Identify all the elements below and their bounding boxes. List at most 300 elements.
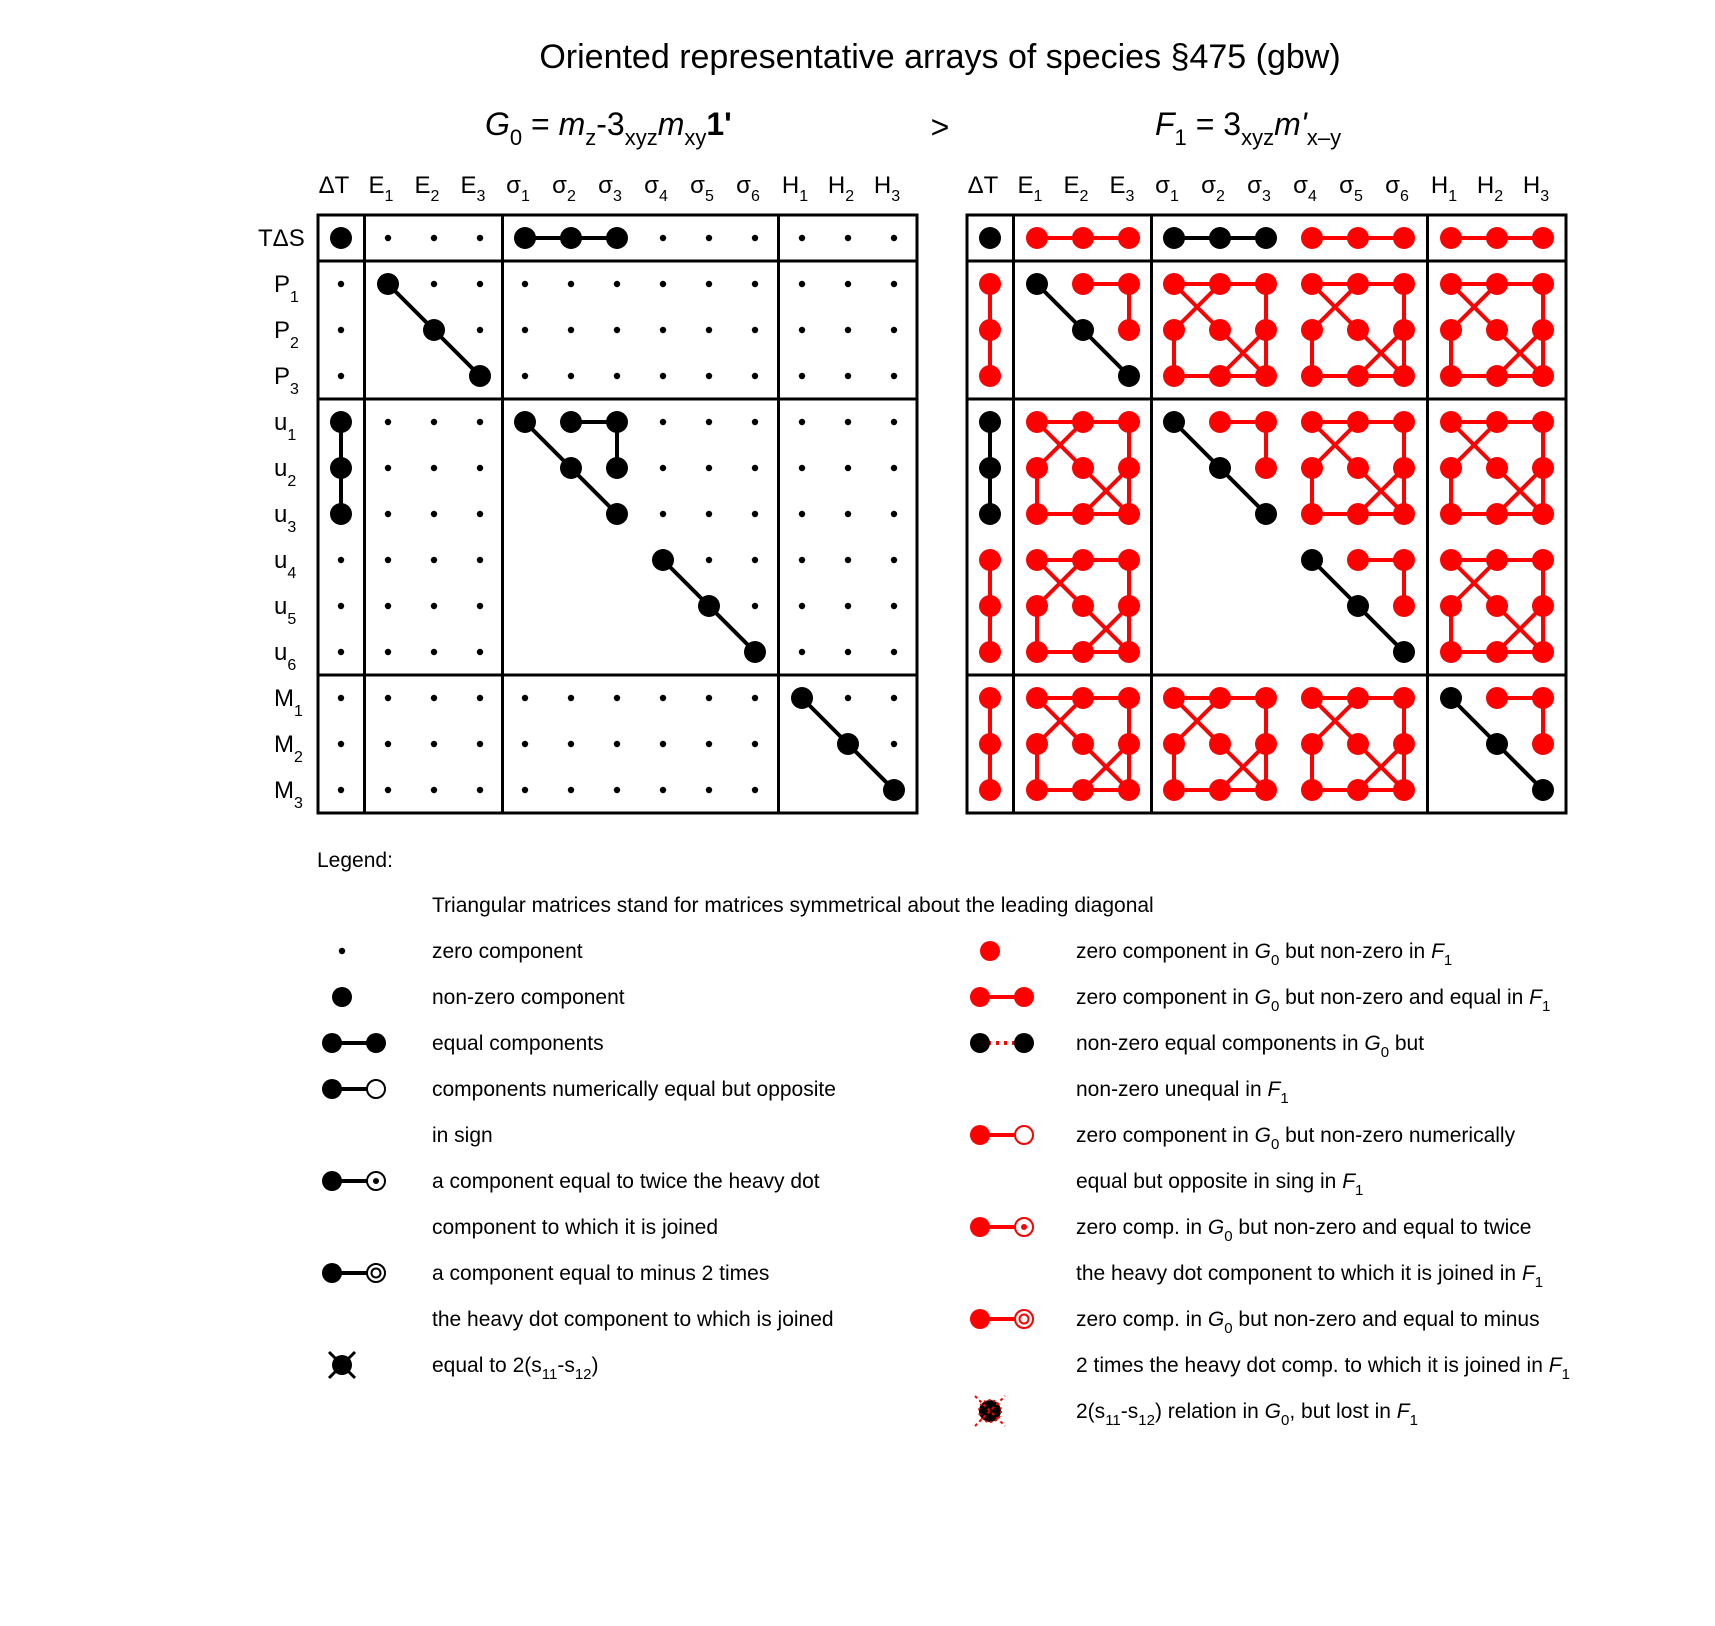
f1-new-nonzero-component	[1026, 457, 1048, 479]
g0-zero-component	[752, 281, 758, 287]
row-header	[274, 777, 303, 812]
column-header-base: H	[1476, 172, 1495, 199]
column-header-base: E	[368, 172, 385, 199]
row-header-sub: 2	[287, 473, 297, 490]
g0-zero-component	[752, 741, 758, 747]
row-header-sub: 4	[287, 565, 297, 582]
g0-zero-component	[845, 557, 851, 563]
g0-zero-component	[706, 787, 712, 793]
f1-new-nonzero-component	[979, 687, 1001, 709]
legend-right-text-part: but non-zero in	[1279, 940, 1432, 963]
column-header	[690, 172, 714, 205]
row-header	[274, 363, 299, 398]
g0-nonzero-component	[514, 227, 536, 249]
f1-new-nonzero-component	[1532, 227, 1554, 249]
f1-new-nonzero-component	[1486, 549, 1508, 571]
g0-zero-component	[891, 603, 897, 609]
legend-left-text	[432, 1124, 493, 1147]
column-header-sub: 2	[1215, 188, 1225, 205]
row-header	[274, 547, 296, 582]
legend-right-text	[1076, 986, 1550, 1015]
g0-zero-component	[799, 281, 805, 287]
array-F1	[967, 172, 1566, 813]
g0-zero-component	[568, 281, 574, 287]
g0-zero-component	[706, 695, 712, 701]
f1-new-nonzero-component	[1163, 779, 1185, 801]
legend-right-text-part: -s	[1120, 1400, 1139, 1423]
g0-zero-component	[752, 419, 758, 425]
g0-zero-component	[431, 557, 437, 563]
legend-right-text-italic: G	[1207, 1216, 1225, 1239]
legend-right-text-sub: 1	[1409, 1412, 1418, 1429]
column-header	[598, 172, 622, 205]
formula-right-F-sub: 1	[1174, 125, 1187, 150]
legend-symbol-open-dot	[1015, 1126, 1033, 1144]
f1-nonzero-component	[1209, 457, 1231, 479]
f1-new-nonzero-component	[1301, 503, 1323, 525]
legend-left-text	[432, 940, 583, 963]
column-header-base: σ	[1201, 172, 1216, 199]
legend-symbol-big-dot	[332, 987, 352, 1007]
column-header-base: E	[1017, 172, 1034, 199]
f1-new-nonzero-component	[979, 273, 1001, 295]
row-header	[274, 593, 296, 628]
row-header-base: M	[274, 685, 294, 712]
f1-new-nonzero-component	[1026, 411, 1048, 433]
f1-new-nonzero-component	[1393, 733, 1415, 755]
row-header-sub: 6	[287, 657, 297, 674]
row-header-sub: 3	[287, 519, 297, 536]
row-header-base: P	[274, 271, 291, 298]
f1-nonzero-component	[1163, 227, 1185, 249]
formula-left-dash3-sub: xyz	[624, 125, 658, 150]
legend-right-text-sub: 0	[1281, 1412, 1290, 1429]
g0-zero-component	[385, 511, 391, 517]
f1-nonzero-component	[1026, 273, 1048, 295]
legend-right-text-sub: 0	[1224, 1320, 1233, 1337]
g0-zero-component	[431, 511, 437, 517]
column-header-base: H	[873, 172, 892, 199]
legend-right-text-sub: 1	[1534, 1274, 1544, 1291]
f1-new-nonzero-component	[1486, 273, 1508, 295]
f1-nonzero-component	[1486, 733, 1508, 755]
f1-new-nonzero-component	[1532, 641, 1554, 663]
column-header	[415, 172, 440, 205]
f1-new-nonzero-component	[1347, 227, 1369, 249]
legend-right-text-sub: 11	[1105, 1412, 1121, 1429]
g0-zero-component	[799, 557, 805, 563]
f1-new-nonzero-component	[1209, 687, 1231, 709]
legend-right-text	[1076, 1308, 1540, 1337]
g0-zero-component	[431, 603, 437, 609]
f1-new-nonzero-component	[1486, 503, 1508, 525]
g0-zero-component	[338, 741, 344, 747]
column-header	[736, 172, 760, 205]
legend-symbol-center-dot	[373, 1178, 379, 1184]
f1-new-nonzero-component	[1440, 319, 1462, 341]
column-header	[874, 172, 900, 205]
g0-nonzero-component	[514, 411, 536, 433]
legend-right-text-italic: G	[1254, 1124, 1271, 1147]
f1-new-nonzero-component	[979, 733, 1001, 755]
column-header	[1018, 172, 1043, 205]
g0-zero-component	[338, 787, 344, 793]
f1-new-nonzero-component	[1393, 503, 1415, 525]
g0-zero-component	[845, 465, 851, 471]
f1-new-nonzero-component	[1393, 273, 1415, 295]
g0-zero-component	[477, 281, 483, 287]
f1-new-nonzero-component	[1393, 549, 1415, 571]
g0-nonzero-component	[560, 227, 582, 249]
legend-left-text	[432, 1170, 820, 1193]
g0-zero-component	[706, 327, 712, 333]
f1-new-nonzero-component	[1440, 595, 1462, 617]
g0-zero-component	[568, 327, 574, 333]
f1-nonzero-component	[979, 227, 1001, 249]
f1-new-nonzero-component	[1072, 641, 1094, 663]
f1-new-nonzero-component	[1072, 457, 1094, 479]
legend-left-text	[432, 1032, 604, 1055]
legend-symbol-dot	[322, 1079, 342, 1099]
g0-nonzero-component	[423, 319, 445, 341]
f1-new-nonzero-component	[1118, 227, 1140, 249]
g0-zero-component	[845, 327, 851, 333]
g0-zero-component	[522, 787, 528, 793]
f1-new-nonzero-component	[1532, 365, 1554, 387]
f1-nonzero-component	[979, 411, 1001, 433]
g0-nonzero-component	[560, 457, 582, 479]
g0-zero-component	[522, 695, 528, 701]
g0-zero-component	[338, 373, 344, 379]
column-header	[644, 172, 668, 205]
f1-new-nonzero-component	[1301, 319, 1323, 341]
f1-nonzero-component	[1209, 227, 1231, 249]
column-header-sub: 1	[1033, 188, 1043, 205]
f1-new-nonzero-component	[1163, 733, 1185, 755]
f1-nonzero-component	[1255, 503, 1277, 525]
g0-zero-component	[338, 695, 344, 701]
f1-new-nonzero-component	[1532, 273, 1554, 295]
f1-new-nonzero-component	[1393, 779, 1415, 801]
g0-nonzero-component	[837, 733, 859, 755]
row-header	[274, 685, 303, 720]
g0-zero-component	[568, 373, 574, 379]
g0-zero-component	[891, 281, 897, 287]
g0-nonzero-component	[698, 595, 720, 617]
column-header-sub: 3	[1540, 188, 1550, 205]
g0-zero-component	[385, 787, 391, 793]
f1-new-nonzero-component	[1255, 733, 1277, 755]
g0-zero-component	[431, 695, 437, 701]
g0-nonzero-component	[606, 503, 628, 525]
legend-left-text	[432, 1262, 769, 1285]
f1-new-nonzero-component	[1255, 411, 1277, 433]
column-header	[552, 172, 576, 205]
g0-zero-component	[660, 787, 666, 793]
column-header-base: σ	[736, 172, 751, 199]
g0-zero-component	[431, 741, 437, 747]
legend-symbol-dot	[970, 1033, 990, 1053]
f1-new-nonzero-component	[1393, 411, 1415, 433]
f1-new-nonzero-component	[1347, 457, 1369, 479]
f1-new-nonzero-component	[1440, 273, 1462, 295]
g0-zero-component	[385, 649, 391, 655]
f1-new-nonzero-component	[1301, 365, 1323, 387]
legend-heading: Legend:	[317, 849, 393, 872]
legend-right-text-italic: F	[1431, 940, 1444, 963]
f1-new-nonzero-component	[1209, 319, 1231, 341]
g0-zero-component	[799, 235, 805, 241]
column-header-base: σ	[690, 172, 705, 199]
column-header-sub: 2	[430, 188, 440, 205]
row-header	[258, 225, 305, 252]
f1-new-nonzero-component	[1118, 687, 1140, 709]
f1-new-nonzero-component	[1072, 411, 1094, 433]
row-header-sub: 1	[287, 427, 297, 444]
formula-left-G-sub: 0	[509, 125, 523, 150]
g0-zero-component	[477, 695, 483, 701]
legend-right-text-italic: G	[1364, 1032, 1381, 1055]
legend-right-text	[1076, 1078, 1289, 1107]
formula-right	[1155, 106, 1341, 150]
column-header-sub: 1	[520, 188, 530, 205]
legend-right-text-sub: 0	[1380, 1044, 1390, 1061]
column-header-base: H	[1522, 172, 1541, 199]
g0-zero-component	[891, 419, 897, 425]
row-header-base: u	[274, 409, 288, 436]
f1-new-nonzero-component	[1163, 319, 1185, 341]
f1-new-nonzero-component	[1486, 365, 1508, 387]
legend-left-text	[432, 1216, 718, 1239]
legend-left-text-part: equal to 2(s	[432, 1354, 542, 1377]
row-header-base: u	[274, 639, 288, 666]
row-header-base: u	[274, 455, 288, 482]
f1-new-nonzero-component	[1072, 273, 1094, 295]
f1-nonzero-component	[1440, 687, 1462, 709]
f1-new-nonzero-component	[1118, 503, 1140, 525]
column-header-sub: 3	[1261, 188, 1271, 205]
g0-zero-component	[338, 281, 344, 287]
formula-left-prime: 1'	[706, 106, 732, 142]
column-header-sub: 2	[1494, 188, 1504, 205]
f1-new-nonzero-component	[1026, 687, 1048, 709]
column-header	[1110, 172, 1135, 205]
g0-zero-component	[660, 281, 666, 287]
column-header-sub: 2	[566, 188, 576, 205]
f1-new-nonzero-component	[1301, 227, 1323, 249]
g0-zero-component	[477, 327, 483, 333]
legend-symbol-inner-ring	[372, 1269, 381, 1278]
g0-zero-component	[477, 465, 483, 471]
legend-right-text-italic: G	[1254, 986, 1271, 1009]
g0-nonzero-component	[560, 411, 582, 433]
legend-right-text-part: 2(s	[1076, 1400, 1106, 1423]
g0-zero-component	[799, 603, 805, 609]
legend-left-text-part: components numerically equal but opposite	[432, 1078, 836, 1101]
f1-nonzero-component	[1347, 595, 1369, 617]
f1-new-nonzero-component	[1347, 365, 1369, 387]
g0-zero-component	[660, 465, 666, 471]
g0-zero-component	[614, 327, 620, 333]
legend-left-text-part: zero component	[432, 940, 583, 963]
f1-new-nonzero-component	[1347, 411, 1369, 433]
f1-new-nonzero-component	[1532, 457, 1554, 479]
f1-new-nonzero-component	[1440, 549, 1462, 571]
legend-left-text	[432, 1308, 834, 1331]
g0-zero-component	[845, 695, 851, 701]
g0-zero-component	[660, 373, 666, 379]
g0-zero-component	[752, 787, 758, 793]
row-header-base: u	[274, 501, 288, 528]
g0-zero-component	[614, 373, 620, 379]
g0-zero-component	[660, 695, 666, 701]
g0-zero-component	[614, 281, 620, 287]
g0-nonzero-component	[469, 365, 491, 387]
f1-new-nonzero-component	[1301, 411, 1323, 433]
g0-zero-component	[799, 511, 805, 517]
g0-zero-component	[477, 235, 483, 241]
f1-new-nonzero-component	[1026, 227, 1048, 249]
column-header	[1339, 172, 1363, 205]
f1-new-nonzero-component	[1072, 549, 1094, 571]
g0-zero-component	[891, 465, 897, 471]
legend-symbol-dot	[970, 1217, 990, 1237]
legend-right-text-italic: G	[1254, 940, 1271, 963]
g0-zero-component	[752, 695, 758, 701]
legend-symbol-dot	[1014, 987, 1034, 1007]
g0-zero-component	[568, 695, 574, 701]
legend-symbol-dot	[366, 1033, 386, 1053]
column-header-sub: 4	[1307, 188, 1317, 205]
legend-symbol-dot	[970, 1309, 990, 1329]
column-header-base: σ	[1385, 172, 1400, 199]
f1-nonzero-component	[1301, 549, 1323, 571]
f1-new-nonzero-component	[1301, 779, 1323, 801]
row-header-base: M	[274, 731, 294, 758]
f1-nonzero-component	[979, 503, 1001, 525]
f1-new-nonzero-component	[979, 641, 1001, 663]
f1-new-nonzero-component	[979, 779, 1001, 801]
legend-right-text-italic: G	[1264, 1400, 1282, 1423]
f1-new-nonzero-component	[1440, 641, 1462, 663]
g0-zero-component	[891, 649, 897, 655]
legend-symbol-dot	[322, 1171, 342, 1191]
legend-right-text-part: but non-zero and equal in	[1279, 986, 1530, 1009]
legend-right-text-sub: 1	[1561, 1366, 1570, 1383]
g0-zero-component	[845, 235, 851, 241]
legend-right-text-part: zero component in	[1076, 986, 1255, 1009]
g0-zero-component	[845, 603, 851, 609]
legend-right-text	[1076, 940, 1452, 969]
legend-right-text-part: zero component in	[1076, 940, 1255, 963]
f1-new-nonzero-component	[1393, 457, 1415, 479]
f1-new-nonzero-component	[1209, 273, 1231, 295]
legend-left-text-part: equal components	[432, 1032, 604, 1055]
f1-new-nonzero-component	[1118, 273, 1140, 295]
legend-symbol-center-dot	[1021, 1224, 1027, 1230]
formula-left-G: G	[485, 106, 510, 142]
column-header-sub: 1	[1448, 188, 1458, 205]
f1-nonzero-component	[1118, 365, 1140, 387]
f1-new-nonzero-component	[1118, 733, 1140, 755]
g0-zero-component	[706, 557, 712, 563]
row-header	[274, 271, 299, 306]
column-header	[1247, 172, 1271, 205]
legend-right-text-part: zero comp. in	[1076, 1308, 1208, 1331]
column-header-base: σ	[1155, 172, 1170, 199]
column-header-base: σ	[506, 172, 521, 199]
f1-new-nonzero-component	[1347, 687, 1369, 709]
g0-zero-component	[477, 649, 483, 655]
g0-zero-component	[660, 327, 666, 333]
row-header	[274, 501, 296, 536]
row-header	[274, 455, 296, 490]
legend-right-text-part: zero comp. in	[1076, 1216, 1208, 1239]
g0-nonzero-component	[606, 227, 628, 249]
row-header-base: TΔS	[258, 225, 305, 252]
g0-nonzero-component	[791, 687, 813, 709]
legend-left-text-part: a component equal to twice the heavy dot	[432, 1170, 820, 1193]
legend-left-text-part: non-zero component	[432, 986, 625, 1009]
column-header	[1431, 172, 1457, 205]
legend-right-text-sub: 0	[1270, 1136, 1280, 1153]
g0-zero-component	[431, 465, 437, 471]
legend-right-text-sub: 0	[1270, 952, 1280, 969]
f1-nonzero-component	[1255, 227, 1277, 249]
g0-zero-component	[799, 327, 805, 333]
legend-symbol-dot	[970, 1125, 990, 1145]
f1-new-nonzero-component	[1347, 273, 1369, 295]
f1-new-nonzero-component	[1026, 549, 1048, 571]
g0-zero-component	[431, 235, 437, 241]
legend-right-text-part: ) relation in	[1154, 1400, 1265, 1423]
group-subgroup-arrow: >	[930, 109, 950, 145]
g0-zero-component	[385, 465, 391, 471]
f1-new-nonzero-component	[1347, 733, 1369, 755]
g0-zero-component	[338, 327, 344, 333]
legend-right-text	[1076, 1032, 1424, 1061]
legend-right-text-part: non-zero unequal in	[1076, 1078, 1268, 1101]
f1-new-nonzero-component	[1532, 503, 1554, 525]
legend-right-text-part: but	[1389, 1032, 1425, 1055]
g0-zero-component	[385, 557, 391, 563]
legend-right-text-part: zero component in	[1076, 1124, 1255, 1147]
row-header-base: u	[274, 547, 288, 574]
legend-symbol-small-dot	[339, 948, 345, 954]
f1-new-nonzero-component	[1026, 595, 1048, 617]
g0-zero-component	[706, 465, 712, 471]
f1-new-nonzero-component	[1026, 641, 1048, 663]
g0-nonzero-component	[606, 457, 628, 479]
g0-zero-component	[845, 419, 851, 425]
g0-zero-component	[891, 373, 897, 379]
formula-right-three-sub: xyz	[1241, 125, 1275, 150]
svg-text:G0 = mz-3xyzmxy1'	[485, 106, 732, 150]
formula-left-m2: m	[657, 106, 685, 142]
f1-new-nonzero-component	[1209, 411, 1231, 433]
f1-new-nonzero-component	[979, 549, 1001, 571]
column-header-sub: 3	[612, 188, 622, 205]
g0-zero-component	[338, 557, 344, 563]
f1-new-nonzero-component	[979, 319, 1001, 341]
f1-new-nonzero-component	[1393, 227, 1415, 249]
f1-new-nonzero-component	[1072, 595, 1094, 617]
g0-zero-component	[891, 511, 897, 517]
g0-zero-component	[522, 741, 528, 747]
f1-new-nonzero-component	[1118, 549, 1140, 571]
f1-new-nonzero-component	[1486, 227, 1508, 249]
row-header-base: M	[274, 777, 294, 804]
